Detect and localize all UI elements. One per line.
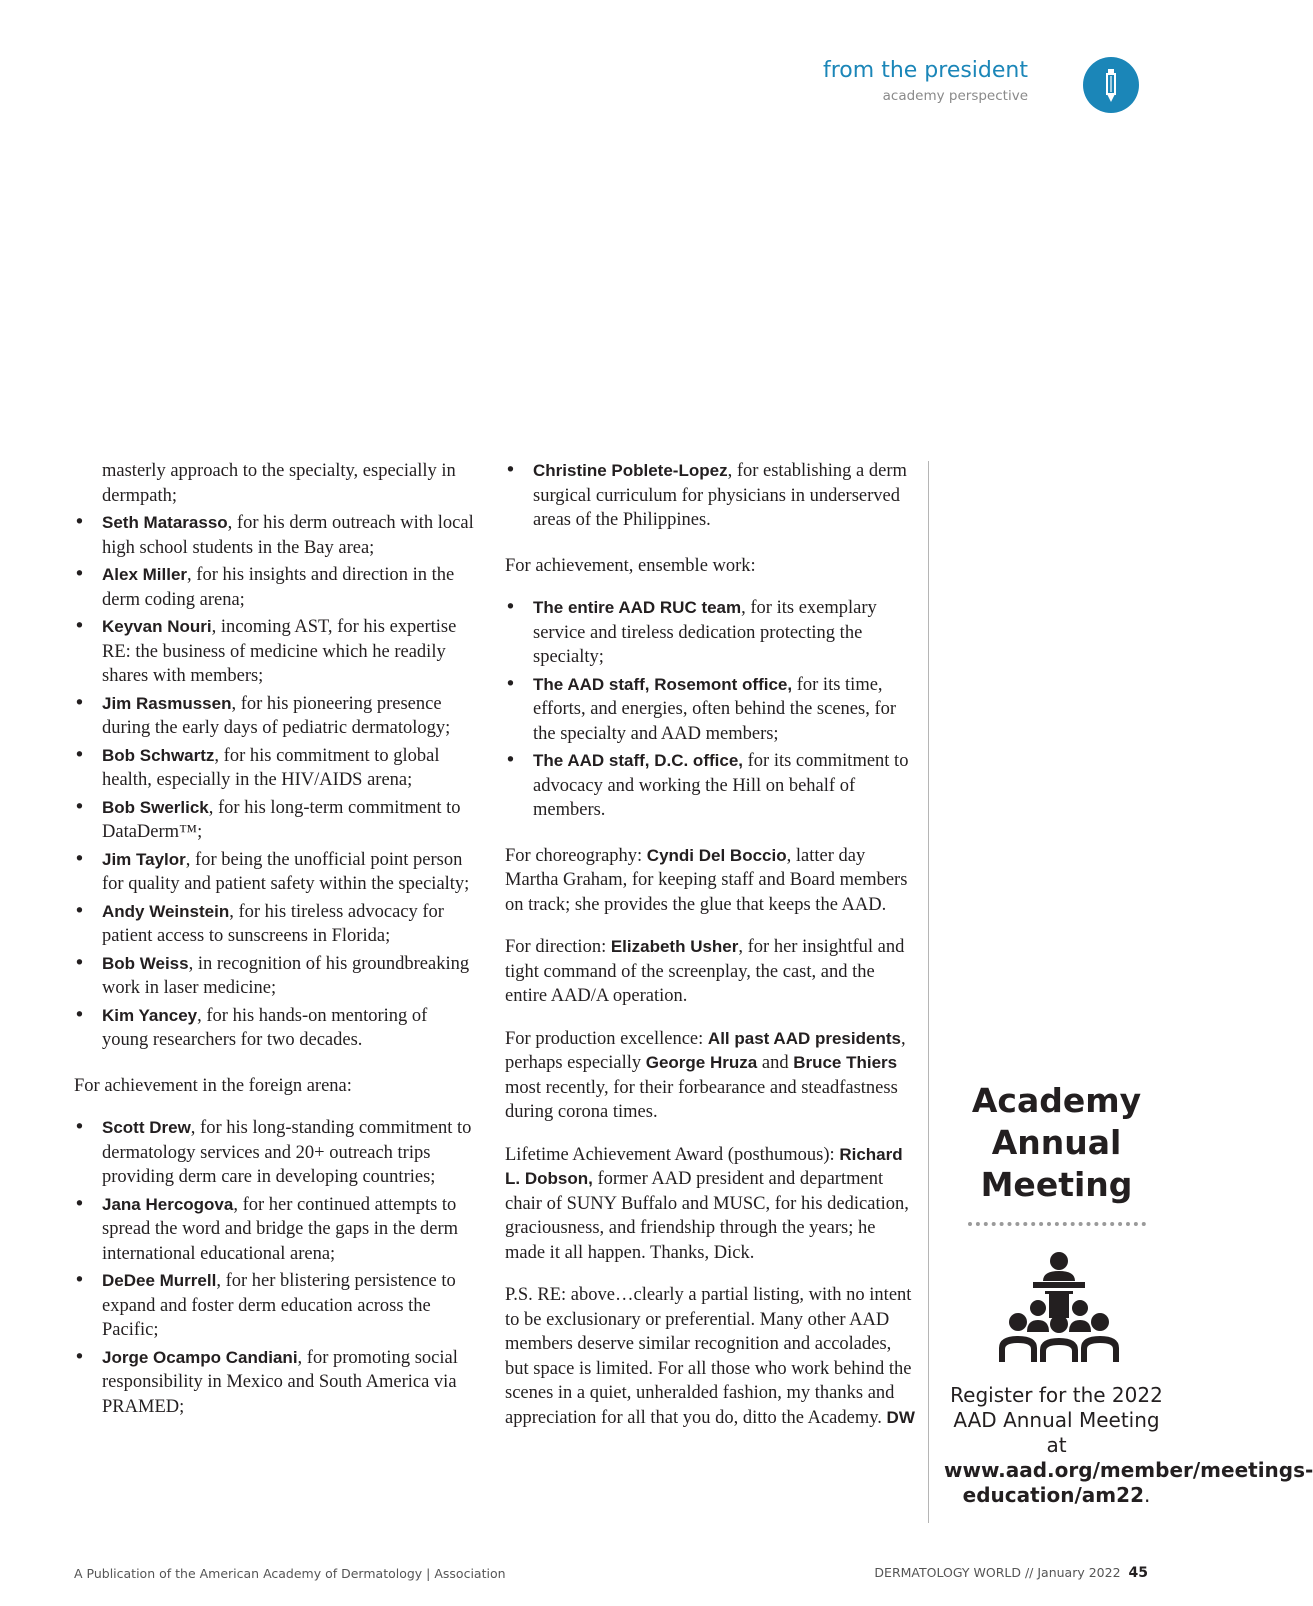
honoree-text: , for being the unofficial point person for quality and patient safety within the specialty; — [102, 849, 470, 894]
honoree-text: , for his long-term commitment to DataDerm™; — [102, 797, 461, 842]
ps-paragraph — [505, 1283, 915, 1430]
honoree-name: Keyvan Nouri — [102, 617, 212, 636]
honoree-list — [74, 511, 474, 1053]
honoree-text: for its time, efforts, and energies, often behind the scenes, for the specialty and AAD members; — [533, 674, 897, 744]
direction-paragraph — [505, 935, 915, 1009]
honoree-name: Bob Weiss — [102, 953, 189, 973]
para-lead: For direction: — [505, 937, 611, 957]
honoree-text: for its commitment to advocacy and working the Hill on behalf of members. — [533, 751, 909, 820]
honoree-name: The AAD staff, D.C. office, — [533, 751, 743, 770]
honoree-text: , in recognition of his groundbreaking work in laser medicine; — [102, 953, 470, 998]
para-text: , for her insightful and tight command of the screenplay, the cast, and the entire AAD/A operation. — [505, 937, 905, 1006]
list-item — [74, 744, 474, 793]
honoree-name: DeDee Murrell — [102, 1271, 217, 1290]
honoree-name: Kim Yancey — [102, 1005, 198, 1025]
honoree-text: , incoming AST, for his expertise RE: the business of medicine which he readily shares with members; — [102, 617, 457, 686]
column-left — [74, 459, 474, 1422]
para-lead: For production excellence: — [505, 1028, 708, 1049]
list-item — [74, 848, 474, 897]
list-item — [74, 692, 474, 741]
honoree-name: Andy Weinstein — [102, 901, 230, 921]
para-text: most recently, for their forbearance and steadfastness during corona times. — [505, 1077, 898, 1122]
pencil-icon — [1083, 57, 1139, 113]
para-lead: Lifetime Achievement Award (posthumous): — [505, 1144, 840, 1165]
honoree-text: , for promoting social responsibility in Mexico and South America via PRAMED; — [102, 1347, 458, 1417]
sidebar-title — [944, 1080, 1169, 1206]
section-title: from the president — [823, 58, 1028, 83]
honoree-name: Richard L. Dobson, — [505, 1144, 903, 1188]
sidebar-register-text — [944, 1383, 1313, 1508]
honoree-text: , for his derm outreach with local high school students in the Bay area; — [102, 513, 474, 558]
honoree-name: Seth Matarasso — [102, 513, 228, 532]
section-subtitle: academy perspective — [882, 88, 1028, 104]
honoree-name: Cyndi Del Boccio — [646, 845, 787, 865]
section-header — [823, 58, 1028, 104]
honoree-text: , for his insights and direction in the derm coding arena; — [102, 565, 455, 610]
sidebar-title-line: Meeting — [980, 1165, 1133, 1204]
list-item — [74, 1269, 474, 1343]
meeting-audience-icon — [997, 1252, 1121, 1364]
honoree-name: Bob Swerlick — [102, 797, 209, 817]
honoree-text: , for his hands-on mentoring of young researchers for two decades. — [102, 1005, 428, 1050]
honoree-name: Jim Rasmussen — [102, 693, 232, 713]
para-text: , perhaps especially — [505, 1028, 906, 1073]
production-paragraph — [505, 1027, 915, 1125]
honoree-text: , for his long-standing commitment to dermatology services and 20+ outreach trips providing derm care in developing countries; — [102, 1118, 472, 1187]
sidebar-title-line: Academy — [971, 1081, 1142, 1120]
list-item — [74, 511, 474, 560]
signature: DW — [886, 1407, 915, 1427]
honoree-text: , for establishing a derm surgical curriculum for physicians in underserved areas of the Philippines. — [533, 461, 907, 530]
honoree-text: , for its exemplary service and tireless dedication protecting the specialty; — [533, 598, 877, 667]
para-text: former AAD president and department chair of SUNY Buffalo and MUSC, for his dedication, graciousness, and friendship through the years; he made it all happen. Thanks, Dick. — [505, 1169, 909, 1263]
list-item — [74, 1004, 474, 1053]
footer-issue-text: DERMATOLOGY WORLD // January 2022 — [874, 1565, 1121, 1580]
honoree-text: , for her blistering persistence to expand and foster derm education across the Pacific; — [102, 1271, 456, 1340]
honoree-text: , for her continued attempts to spread the word and bridge the gaps in the derm international educational arena; — [102, 1194, 459, 1264]
honoree-name: Elizabeth Usher — [610, 937, 739, 956]
honoree-name: All past AAD presidents — [707, 1028, 901, 1048]
honoree-name: Jim Taylor — [102, 849, 186, 869]
list-item — [505, 673, 915, 747]
list-item — [74, 900, 474, 949]
para-text: and — [757, 1053, 794, 1073]
list-item — [505, 596, 915, 670]
honoree-name: Jorge Ocampo Candiani — [102, 1347, 298, 1367]
foreign-heading: For achievement in the foreign arena: — [74, 1075, 352, 1096]
para-text: P.S. RE: above…clearly a partial listing, with no intent to be exclusionary or preferential. Many other AAD members deserve similar recognition and accolades, but space is limited. For all those who work behind the scenes in a quiet, unheralded fashion, my thanks and appreciation for all that you do, ditto the Academy. — [505, 1285, 912, 1428]
footer-publication: A Publication of the American Academy of Dermatology | Association — [74, 1566, 506, 1581]
list-item — [74, 563, 474, 612]
honoree-name: Jana Hercogova — [102, 1194, 234, 1214]
list-item — [505, 459, 915, 533]
register-text: Register for the 2022 AAD Annual Meeting at — [950, 1383, 1163, 1457]
foreign-list — [74, 1116, 474, 1419]
honoree-text: , for his tireless advocacy for patient access to sunscreens in Florida; — [102, 901, 444, 946]
list-item — [74, 952, 474, 1001]
continued-text: masterly approach to the specialty, especially in dermpath; — [102, 461, 456, 506]
ensemble-list — [505, 596, 915, 823]
ensemble-heading: For achievement, ensemble work: — [505, 555, 756, 576]
honoree-text: , for his commitment to global health, especially in the HIV/AIDS arena; — [102, 745, 440, 790]
list-item — [74, 1116, 474, 1190]
lifetime-paragraph — [505, 1143, 915, 1266]
honoree-text: , for his pioneering presence during the early days of pediatric dermatology; — [102, 693, 451, 738]
honoree-name: George Hruza — [645, 1053, 758, 1072]
list-item — [74, 796, 474, 845]
choreography-paragraph — [505, 844, 915, 918]
page-number: 45 — [1128, 1565, 1148, 1581]
register-text-end: . — [1143, 1483, 1151, 1507]
dotted-divider — [968, 1222, 1146, 1226]
honoree-name: Scott Drew — [102, 1118, 191, 1137]
register-link[interactable]: www.aad.org/member/meetings-education/am22 — [944, 1458, 1313, 1507]
honoree-name: Alex Miller — [102, 565, 188, 584]
honoree-name: Bruce Thiers — [793, 1053, 898, 1072]
para-text: , latter day Martha Graham, for keeping staff and Board members on track; she provides the glue that keeps the AAD. — [505, 845, 908, 915]
honoree-name: Bob Schwartz — [102, 745, 215, 765]
para-lead: For choreography: — [505, 845, 647, 866]
footer-issue — [874, 1565, 1148, 1581]
top-list — [505, 459, 915, 533]
list-item — [74, 615, 474, 689]
honoree-name: The entire AAD RUC team — [533, 598, 742, 617]
list-item — [74, 1193, 474, 1267]
column-right — [505, 459, 915, 1448]
sidebar-title-line: Annual — [991, 1123, 1122, 1162]
honoree-name: Christine Poblete-Lopez — [533, 461, 728, 480]
honoree-name: The AAD staff, Rosemont office, — [533, 674, 793, 694]
column-divider — [928, 461, 929, 1523]
list-item — [505, 749, 915, 823]
list-item — [74, 1346, 474, 1420]
